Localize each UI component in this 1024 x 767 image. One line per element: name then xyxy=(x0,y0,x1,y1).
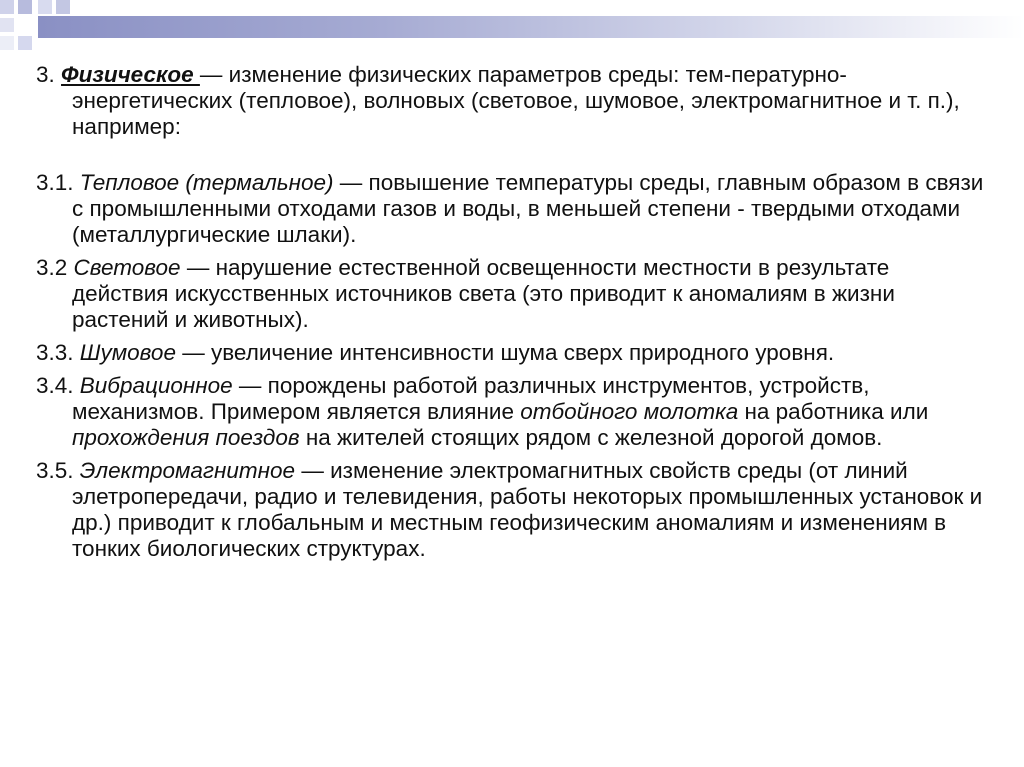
item-term: Вибрационное xyxy=(79,373,233,398)
item-number: 3.5. xyxy=(36,458,80,483)
item-term: Электромагнитное xyxy=(79,458,296,483)
item-number: 3. xyxy=(36,62,62,87)
item-term: Физическое xyxy=(61,62,200,87)
item-number: 3.4. xyxy=(36,373,80,398)
item-term: Световое xyxy=(73,255,181,280)
item-text: — изменение электромагнитных свойств среды (от линий элетропередачи, радио и телевидения, работы некоторых промышленных установок и др.) приводит к глобальным и местным геофизическим аномалиям и изменениям в тонких биологических структурах. xyxy=(72,458,983,561)
item-text: — изменение физических параметров среды: тем-пературно-энергетических (тепловое), волновых (световое, шумовое, электромагнитное и т. п.), например: xyxy=(72,62,960,139)
item-emphasis: отбойного молотка xyxy=(520,399,739,424)
item-3 xyxy=(36,62,991,140)
item-number: 3.3. xyxy=(36,340,80,365)
item-3-2 xyxy=(36,255,991,333)
item-emphasis: прохождения поездов xyxy=(72,425,300,450)
item-3-5 xyxy=(36,458,991,562)
item-text: — порождены работой различных инструментов, устройств, механизмов. Примером является влияние xyxy=(72,373,870,424)
item-term: Шумовое xyxy=(79,340,176,365)
item-text: — увеличение интенсивности шума сверх природного уровня. xyxy=(175,340,835,365)
header-bar xyxy=(38,16,1024,38)
item-text: на работника или xyxy=(738,399,929,424)
item-3-4 xyxy=(36,373,991,451)
item-text: — нарушение естественной освещенности местности в результате действия искусственных источников света (это приводит к аномалиям в жизни растений и животных). xyxy=(72,255,895,332)
item-number: 3.2 xyxy=(36,255,74,280)
item-term: Тепловое (термальное) xyxy=(79,170,334,195)
item-number: 3.1. xyxy=(36,170,80,195)
item-text: — повышение температуры среды, главным образом в связи с промышленными отходами газов и воды, в меньшей степени - твердыми отходами (металлургические шлаки). xyxy=(72,170,984,247)
item-text: на жителей стоящих рядом с железной дорогой домов. xyxy=(299,425,883,450)
item-3-3 xyxy=(36,340,991,366)
slide-content xyxy=(36,62,991,562)
item-3-1 xyxy=(36,170,991,248)
